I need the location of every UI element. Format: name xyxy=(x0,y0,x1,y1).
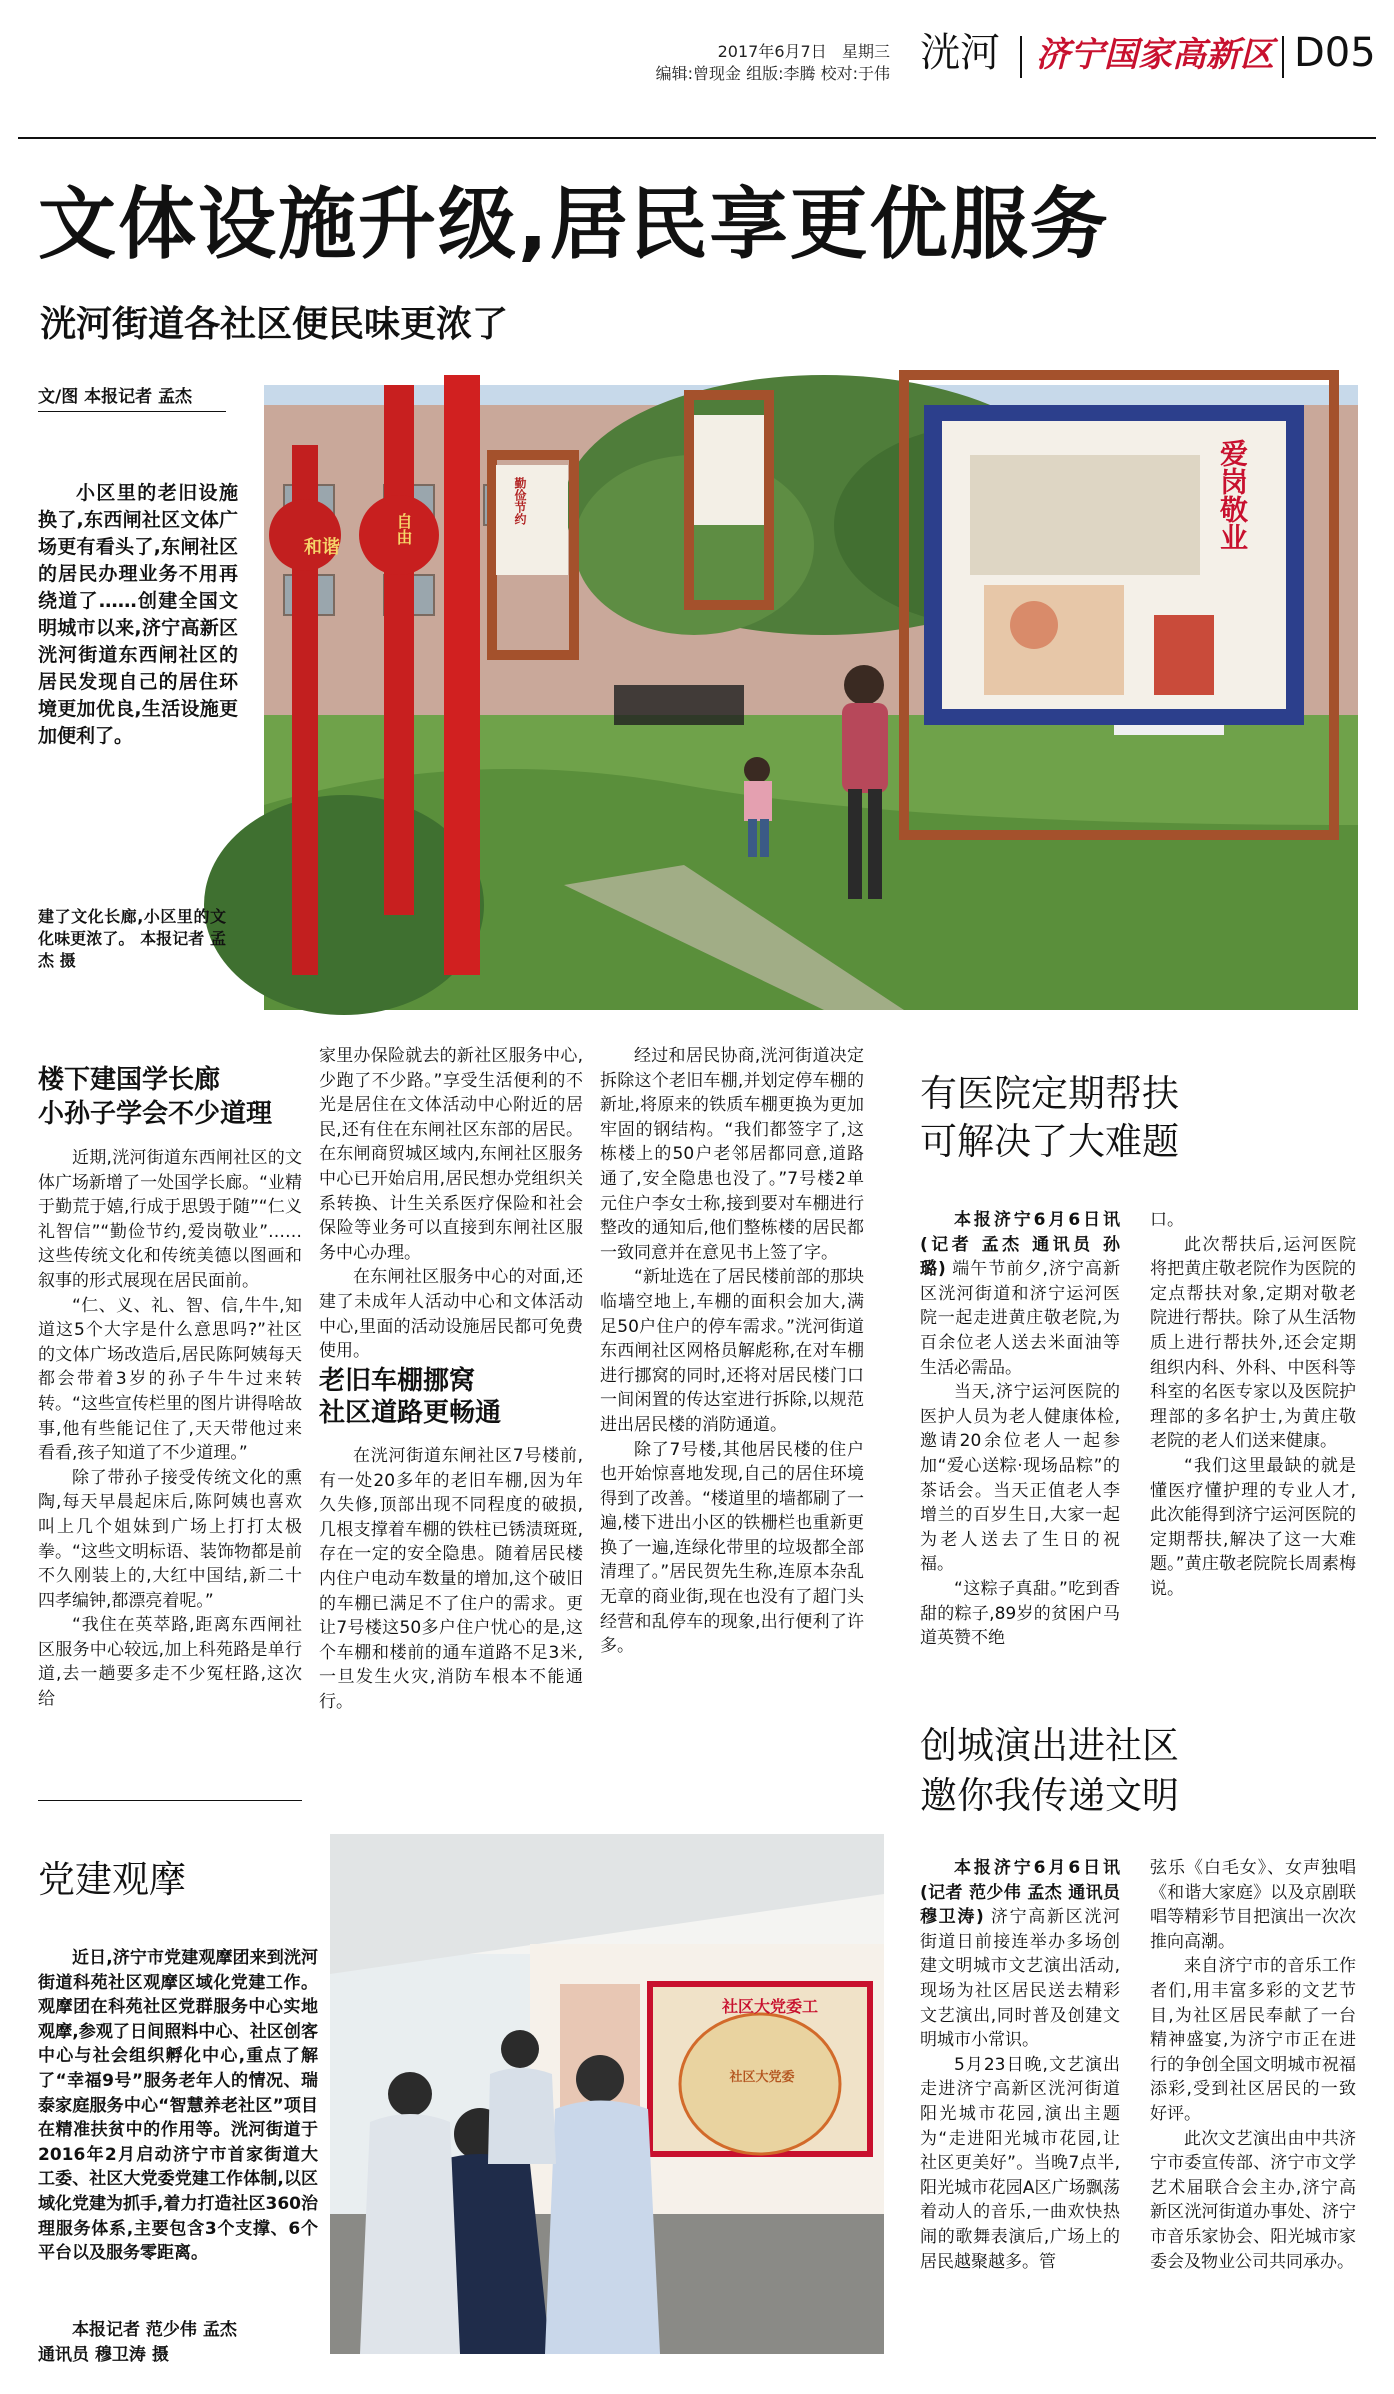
post-label-left: 和谐 xyxy=(304,537,340,558)
paragraph: 除了带孙子接受传统文化的熏陶,每天早晨起床后,陈阿姨也喜欢叫上几个姐妹到广场上打打太极拳。“这些文明标语、装饰物都是前不久刚装上的,大红中国结,新二十四孝编钟,都漂亮着呢。” xyxy=(38,1467,302,1611)
masthead-divider-2 xyxy=(1282,36,1284,78)
story3-column-b xyxy=(1150,1208,1356,1736)
story1-column-2 xyxy=(319,1044,583,1362)
paragraph: “我们这里最缺的就是懂医疗懂护理的专业人才,此次能得到济宁运河医院的定期帮扶,解决了这一大难题。”黄庄敬老院院长周素梅说。 xyxy=(1150,1455,1356,1599)
sign-big-label: 爱岗敬业 xyxy=(1216,439,1249,551)
story5-credit-line1: 本报记者 范少伟 孟杰 xyxy=(72,2320,237,2340)
paragraph: 来自济宁市的音乐工作者们,用丰富多彩的文艺节目,为社区居民奉献了一台精神盛宴,为济宁市正在进行的争创全国文明城市祝福添彩,受到社区居民的一致好评。 xyxy=(1150,1956,1356,2124)
story5-top-rule xyxy=(38,1800,302,1801)
sign-small-label: 勤俭节约 xyxy=(513,477,527,525)
main-photo-caption: 建了文化长廊,小区里的文化味更浓了。 本报记者 孟杰 摄 xyxy=(38,907,226,970)
party-photo-illustration xyxy=(330,1834,884,2354)
lead-paragraph: 小区里的老旧设施换了,东西闸社区文体广场更有看头了,东闸社区的居民办理业务不用再绕道了……创建全国文明城市以来,济宁高新区洸河街道东西闸社区的居民发现自己的居住环境更加优良,生活设施更加便利了。 xyxy=(38,482,238,747)
story4-heading-line2: 邀你我传递文明 xyxy=(920,1774,1179,1817)
paragraph: “仁、义、礼、智、信,牛牛,知道这5个大字是什么意思吗?”社区的文体广场改造后,居民陈阿姨每天都会带着3岁的孙子牛牛过来转转。“这些宣传栏里的图片讲得啥故事,他有些能记住了,天天带他过来看看,孩子知道了不少道理。” xyxy=(38,1295,302,1464)
story5-body xyxy=(38,1946,318,2316)
paragraph: 经过和居民协商,洸河街道决定拆除这个老旧车棚,并划定停车棚的新址,将原来的铁质车棚更换为更加牢固的钢结构。“我们都签字了,这栋楼上的50户老邻居都同意,道路通了,安全隐患也没了。”7号楼2单元住户李女士称,接到要对车棚进行整改的通知后,他们整栋楼的居民都一致同意并在意见书上签了字。 xyxy=(600,1046,864,1263)
paragraph: 家里办保险就去的新社区服务中心,少跑了不少路。”享受生活便利的不光是居住在文体活动中心附近的居民,还有住在东闸社区东部的居民。在东闸商贸城区域内,东闸社区服务中心已开始启用,居民想办党组织关系转换、计生关系医疗保险和社会保险等业务可以直接到东闸社区服务中心办理。 xyxy=(319,1046,583,1263)
story4-heading-line1: 创城演出进社区 xyxy=(920,1724,1179,1767)
issue-date: 2017年6月7日 星期三 xyxy=(717,42,890,61)
story2-heading-line2: 社区道路更畅通 xyxy=(319,1398,502,1428)
paragraph: “新址选在了居民楼前部的那块临墙空地上,车棚的面积会加大,满足50户住户的停车需求。”洸河街道东西闸社区网格员解彪称,在对车棚进行挪窝的同时,还将对居民楼门口一间闲置的传达室进行拆除,以规范进出居民楼的消防通道。 xyxy=(600,1267,864,1435)
story1-heading-line1: 楼下建国学长廊 xyxy=(38,1065,221,1095)
paragraph: 5月23日晚,文艺演出走进济宁高新区洸河街道阳光城市花园,演出主题为“走进阳光城市花园,让社区更美好”。当晚7点半,阳光城市花园A区广场飘荡着动人的音乐,一曲欢快热闹的歌舞表演后,广场上的居民越聚越多。管 xyxy=(920,2054,1120,2272)
subheadline: 洸河街道各社区便民味更浓了 xyxy=(40,304,509,345)
paragraph: 本报济宁6月6日讯(记者 范少伟 孟杰 通讯员 穆卫涛) 济宁高新区洸河街道日前接连举办多场创建文明城市文艺演出活动,现场为社区居民送去精彩文艺演出,同时普及创建文明城市小常识。 xyxy=(920,1858,1121,2051)
main-photo xyxy=(264,385,1358,1010)
story3-heading-line1: 有医院定期帮扶 xyxy=(920,1072,1179,1115)
board-text: 社区大党委 xyxy=(729,2070,795,2085)
story5-heading: 党建观摩 xyxy=(38,1858,186,1901)
paragraph: 本报济宁6月6日讯(记者 孟杰 通讯员 孙璐) 端午节前夕,济宁高新区洸河街道和济宁运河医院一起走进黄庄敬老院,为百余位老人送去米面油等生活必需品。 xyxy=(920,1210,1121,1378)
byline-rule xyxy=(38,411,226,412)
paragraph: 口。 xyxy=(1150,1210,1184,1230)
story3-column-a xyxy=(920,1208,1120,1736)
top-rule xyxy=(18,137,1376,139)
story4-column-a xyxy=(920,1856,1120,2376)
story4-column-b xyxy=(1150,1856,1356,2376)
story3-heading-line2: 可解决了大难题 xyxy=(920,1120,1179,1163)
main-photo-illustration xyxy=(264,385,1358,1010)
editors-line: 编辑:曾现金 组版:李腾 校对:于伟 xyxy=(655,64,890,83)
story3-dateline: 本报济宁6月6日讯(记者 孟杰 通讯员 孙璐) xyxy=(920,1210,1120,1280)
party-building-photo xyxy=(330,1834,884,2354)
story5-credit-line2: 通讯员 穆卫涛 摄 xyxy=(38,2345,169,2365)
paragraph: 此次帮扶后,运河医院将把黄庄敬老院作为医院的定点帮扶对象,定期对敬老院进行帮扶。除了从生活物质上进行帮扶外,还会定期组织内科、外科、中医科等科室的名医专家以及医院护理部的多名护士,为黄庄敬老院的老人们送来健康。 xyxy=(1150,1234,1356,1452)
paragraph: “这粽子真甜。”吃到香甜的粽子,89岁的贫困户马道英赞不绝 xyxy=(920,1578,1120,1649)
paragraph: 当天,济宁运河医院的医护人员为老人健康体检,邀请20余位老人一起参加“爱心送粽·现场品粽”的茶话会。当天正值老人李增兰的百岁生日,大家一起为老人送去了生日的祝福。 xyxy=(920,1382,1120,1575)
paragraph: 在东闸社区服务中心的对面,还建了未成年人活动中心和文体活动中心,里面的活动设施居民都可免费使用。 xyxy=(319,1267,583,1362)
paragraph: 除了7号楼,其他居民楼的住户也开始惊喜地发现,自己的居住环境得到了改善。“楼道里的墙都刷了一遍,楼下进出小区的铁栅栏也重新更换了一遍,连绿化带里的垃圾都全部清理了。”居民贺先生称,连原本杂乱无章的商业街,现在也没有了超门头经营和乱停车的现象,出行便利了许多。 xyxy=(600,1439,864,1657)
story2-column-3 xyxy=(600,1044,864,1766)
paragraph: 在洸河街道东闸社区7号楼前,有一处20多年的老旧车棚,因为年久失修,顶部出现不同程度的破损,几根支撑着车棚的铁柱已锈渍斑斑,存在一定的安全隐患。随着居民楼内住户电动车数量的增加,这个破旧的车棚已满足不了住户的需求。更让7号楼这50多户住户忧心的是,这个车棚和楼前的通车道路不足3米,一旦发生火灾,消防车根本不能通行。 xyxy=(319,1446,583,1712)
section-name: 洸河 xyxy=(920,30,1000,76)
paragraph: 近期,洸河街道东西闸社区的文体广场新增了一处国学长廊。“业精于勤荒于嬉,行成于思毁于随”“仁义礼智信”“勤俭节约,爱岗敬业”……这些传统文化和传统美德以图画和叙事的形式展现在居民面前。 xyxy=(38,1148,302,1291)
story4-dateline: 本报济宁6月6日讯(记者 范少伟 孟杰 通讯员 穆卫涛) xyxy=(920,1858,1120,1928)
masthead-divider xyxy=(1020,36,1022,78)
board-title: 社区大党委工 xyxy=(721,1997,818,2016)
story1-heading-line2: 小孙子学会不少道理 xyxy=(38,1099,273,1129)
byline: 文/图 本报记者 孟杰 xyxy=(38,387,193,407)
paragraph: “我住在英萃路,距离东西闸社区服务中心较远,加上科苑路是单行道,去一趟要多走不少冤枉路,这次给 xyxy=(38,1615,302,1710)
story1-column-1 xyxy=(38,1146,302,1758)
story2-heading-line1: 老旧车棚挪窝 xyxy=(319,1366,476,1396)
brand-logo: 济宁国家高新区 xyxy=(1036,35,1274,75)
headline: 文体设施升级,居民享更优服务 xyxy=(38,180,1110,270)
paragraph: 近日,济宁市党建观摩团来到洸河街道科苑社区观摩区域化党建工作。观摩团在科苑社区党群服务中心实地观摩,参观了日间照料中心、社区创客中心与社会组织孵化中心,重点了解了“幸福9号”服务老年人的情况、瑞泰家庭服务中心“智慧养老社区”项目在精准扶贫中的作用等。洸河街道于2016年2月启动济宁市首家街道大工委、社区大党委党建工作体制,以区域化党建为抓手,着力打造社区360治理服务体系,主要包含3个支撑、6个平台以及服务零距离。 xyxy=(38,1948,318,2264)
story2-column-2 xyxy=(319,1444,583,1764)
paragraph: 弦乐《白毛女》、女声独唱《和谐大家庭》以及京剧联唱等精彩节目把演出一次次推向高潮。 xyxy=(1150,1858,1356,1952)
paragraph: 此次文艺演出由中共济宁市委宣传部、济宁市文学艺术届联合会主办,济宁高新区洸河街道办事处、济宁市音乐家协会、阳光城市家委会及物业公司共同承办。 xyxy=(1150,2128,1356,2272)
post-label-mid: 自由 xyxy=(394,513,413,545)
page-number: D05 xyxy=(1294,30,1376,76)
